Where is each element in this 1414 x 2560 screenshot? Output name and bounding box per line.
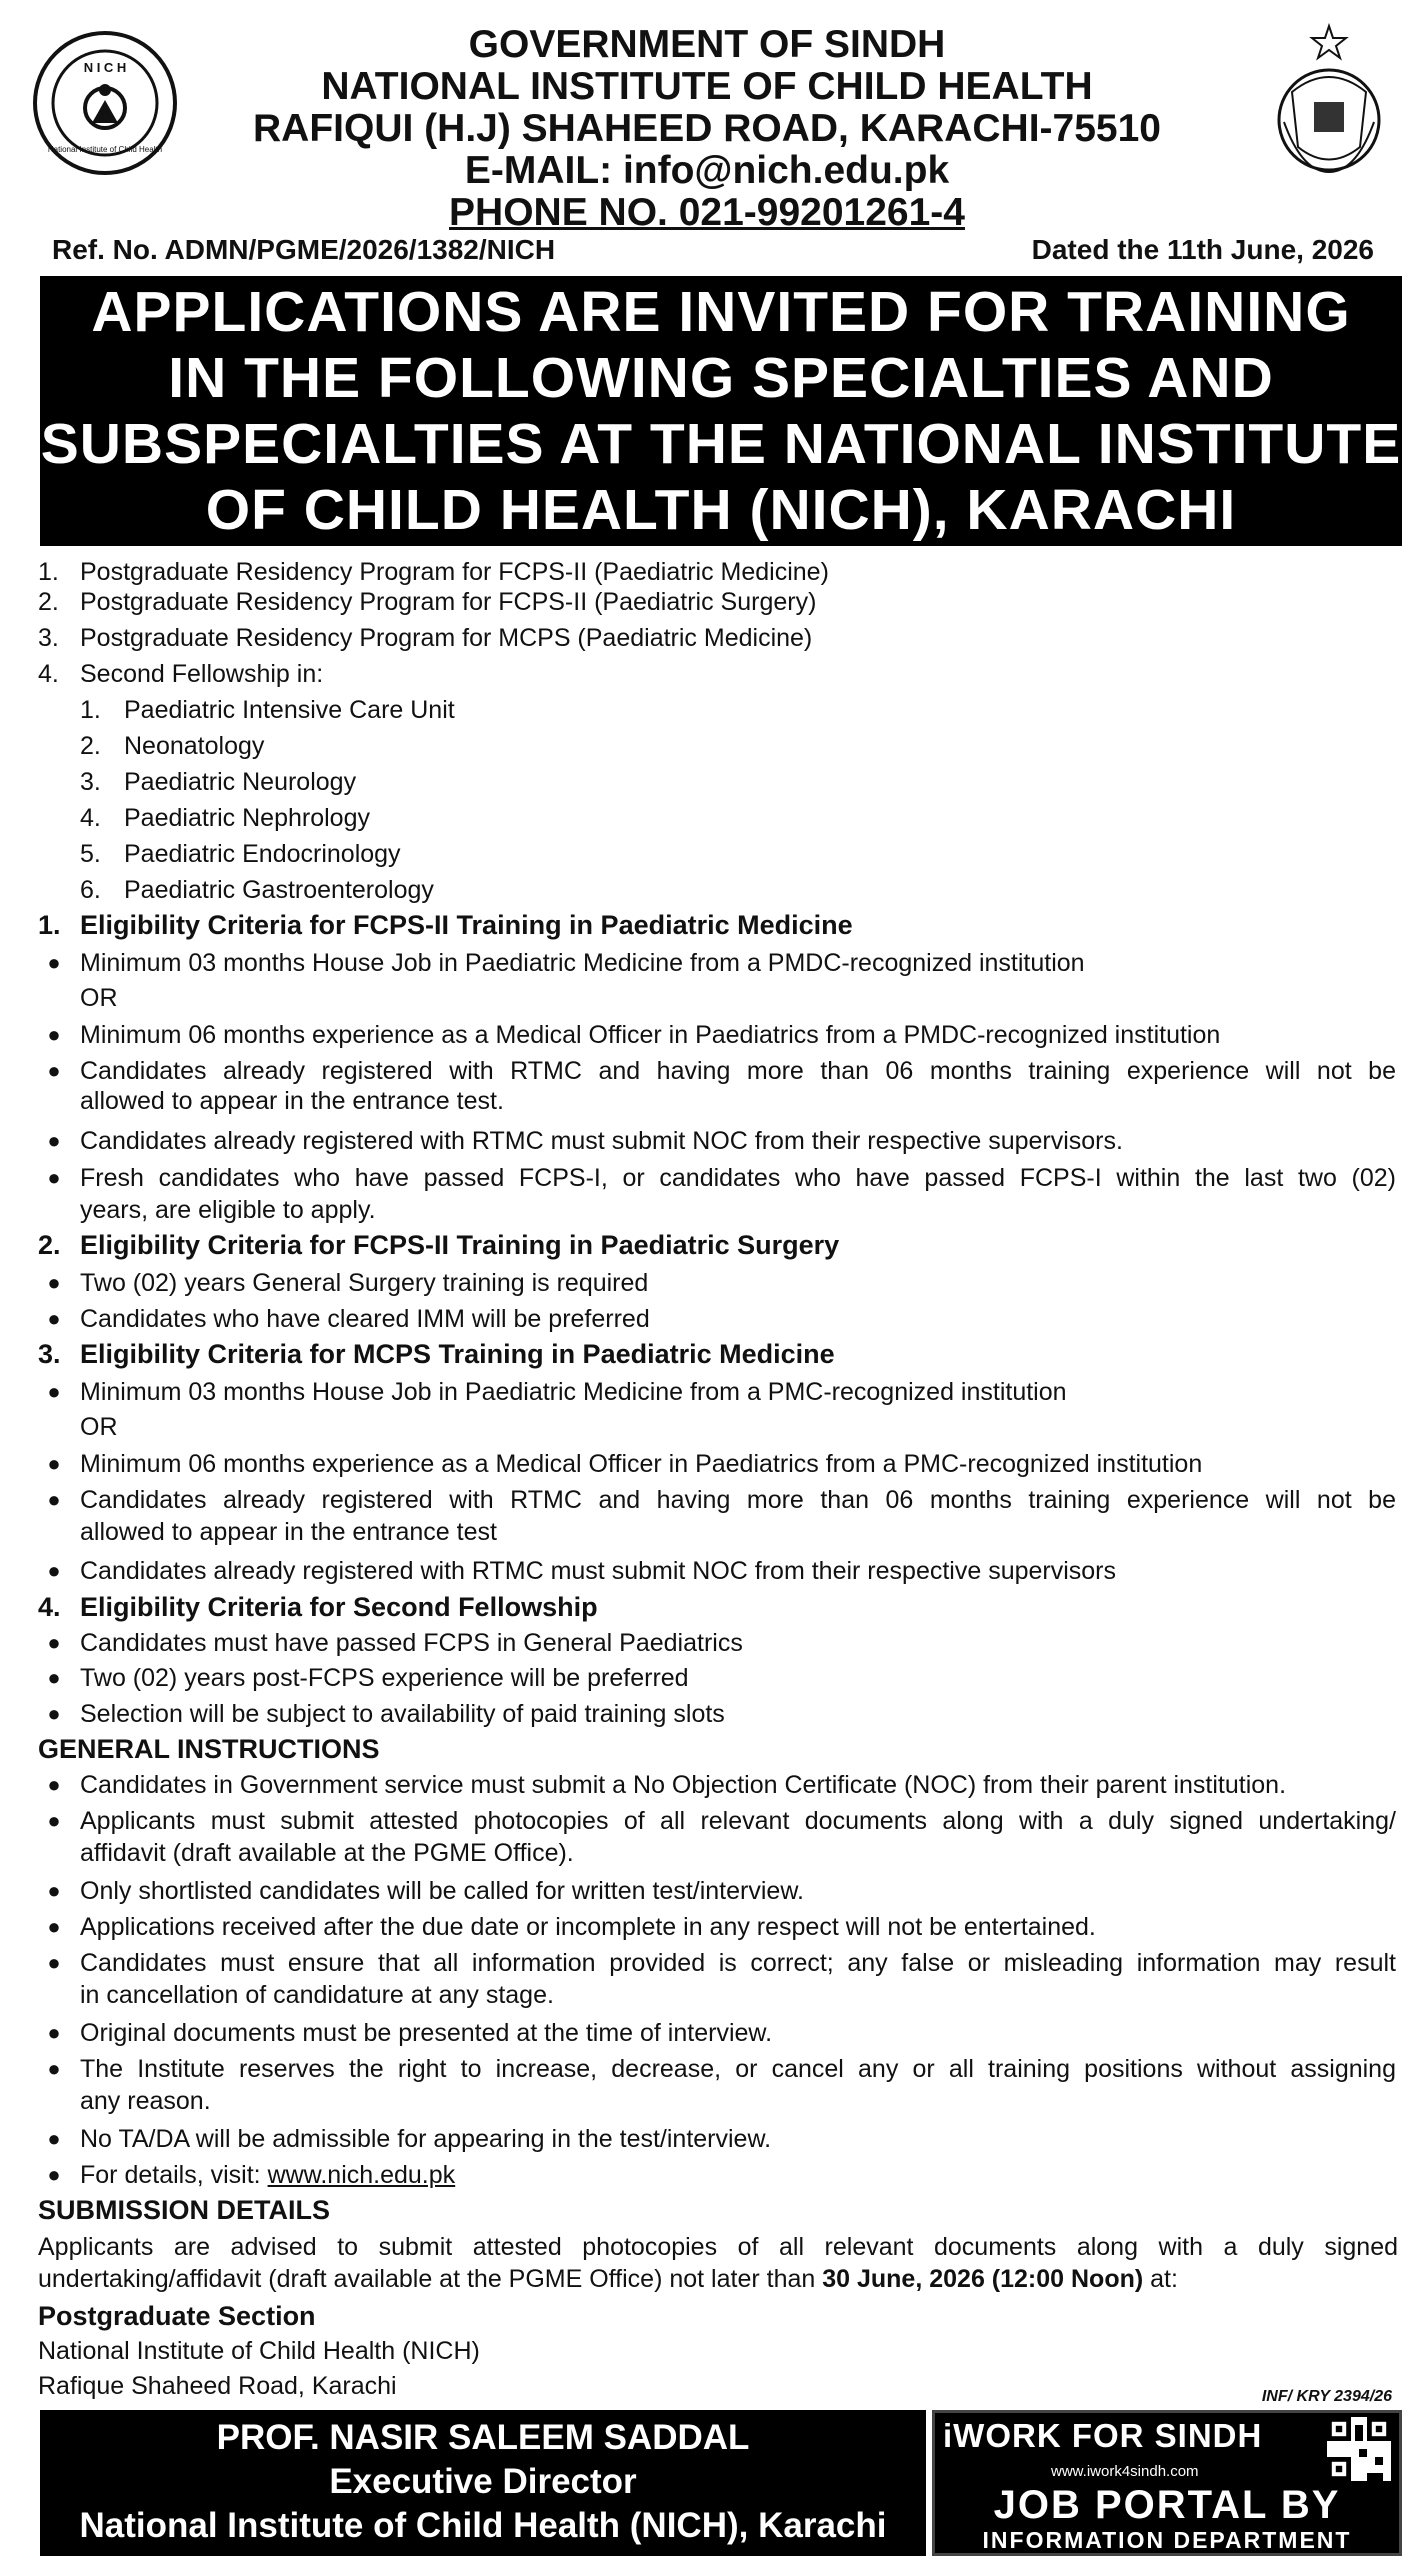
submission-deadline: 30 June, 2026 (12:00 Noon) [822, 2265, 1144, 2293]
headline-banner [40, 276, 1402, 546]
header-institute: NATIONAL INSTITUTE OF CHILD HEALTH [321, 65, 1093, 108]
bullet-icon: ● [47, 1665, 61, 1690]
portal-title: JOB PORTAL BY [993, 2483, 1341, 2527]
reference-line [40, 232, 1386, 272]
submission-paragraph-line2: undertaking/affidavit (draft available at the PGME Office) not later than 30 June, 2026 (12:00 Noon) at: [38, 2265, 1178, 2293]
logo-ring-text: National Institute of Child Health [47, 145, 163, 154]
letterhead [0, 0, 1414, 234]
bullet-icon: ● [47, 1451, 61, 1476]
banner-line-1: APPLICATIONS ARE INVITED FOR TRAINING [91, 280, 1351, 344]
bullet-icon: ● [47, 2162, 61, 2187]
bullet-icon: ● [47, 1270, 61, 1295]
bullet-icon: ● [47, 1914, 61, 1939]
signatory-block [40, 2410, 926, 2556]
reference-date: Dated the 11th June, 2026 [1031, 234, 1374, 265]
inf-code: INF/ KRY 2394/26 [1261, 2388, 1392, 2405]
bullet-icon: ● [47, 1379, 61, 1404]
bullet-icon: ● [47, 1878, 61, 1903]
sindh-government-emblem [1262, 22, 1397, 182]
header-phone: PHONE NO. 021-99201261-4 [449, 191, 965, 234]
bullet-icon: ● [47, 1808, 61, 1833]
portal-department: INFORMATION DEPARTMENT [982, 2527, 1352, 2553]
address-line-1: National Institute of Child Health (NICH) [38, 2337, 480, 2365]
bullet-icon: ● [47, 1058, 61, 1083]
header-address: RAFIQUI (H.J) SHAHEED ROAD, KARACHI-75510 [253, 107, 1161, 150]
website-link[interactable]: www.nich.edu.pk [267, 2161, 456, 2189]
signatory-institute: National Institute of Child Health (NICH), Karachi [79, 2506, 887, 2545]
header-government: GOVERNMENT OF SINDH [468, 23, 946, 66]
bullet-icon: ● [47, 2056, 61, 2081]
details-prefix: For details, visit: [80, 2161, 268, 2189]
bullet-icon: ● [47, 2126, 61, 2151]
advertisement-page: N I C H National Institute of Child Health GOVERNMENT OF SINDH NATIONAL INSTITUTE OF CHILD HEALTH RAFIQUI (H.J) SHAHEED ROAD, KARACHI-75510 E-MAIL: info@nich.edu.pk PHONE NO. 021-99201261-4 Ref. No. ADMN/PGME/2026/1382/NICH Dated the 11th June, 2026 APPLICATIONS ARE INVITED FOR TRAINING IN THE FOLLOWING SPECIALTIES AND SUBSPECIALTIES AT THE NATIONAL INSTITUTE OF CHILD HEALTH (NICH), KARACHI 1. Postgraduate Residency Program for FCPS-II (Paediatric Medicine) 2. Postgraduate Residency Program for FCPS-II (Paediatric Surgery) 3. Postgraduate Residency Program for MCPS (Paediatric Medicine) 4. Second Fellowship in: 1. Paediatric Intensive Care Unit 2. Neonatology 3. Paediatric Neurology 4. Paediatric Nephrology 5. Paediatric Endocrinology 6. Paediatric Gastroenterology 1. Eligibility Criteria for FCPS-II Training in Paediatric Medicine ● Minimum 03 months House Job in Paediatric Medicine from a PMDC-recognized institution OR ● Minimum 06 months experience as a Medical Officer in Paediatrics from a PMDC-recognized institution ● Candidates already registered with RTMC and having more than 06 months training experience will not be allowed to appear in the entrance test. ● Candidates already registered with RTMC must submit NOC from their respective supervisors. ● Fresh candidates who have passed FCPS-I, or candidates who have passed FCPS-I within the last two (02) years, are eligible to apply. 2. Eligibility Criteria for FCPS-II Training in Paediatric Surgery ● Two (02) years General Surgery training is required ● Candidates who have cleared IMM will be preferred 3. Eligibility Criteria for MCPS Training in Paediatric Medicine ● Minimum 03 months House Job in Paediatric Medicine from a PMC-recognized institution OR ● Minimum 06 months experience as a Medical Officer in Paediatrics from a PMC-recognized institution ● Candidates already registered with RTMC and having more than 06 months training experience will not be allowed to appear in the entrance test ● Candidates already registered with RTMC must submit NOC from their respective supervisors 4. Eligibility Criteria for Second Fellowship ● Candidates must have passed FCPS in General Paediatrics ● Two (02) years post-FCPS experience will be preferred ● Selection will be subject to availability of paid training slots GENERAL INSTRUCTIONS ● Candidates in Government service must submit a No Objection Certificate (NOC) from their parent institution. ● Applicants must submit attested photocopies of all relevant documents along with a duly signed undertaking/ affidavit (draft available at the PGME Office). ● Only shortlisted candidates will be called for written test/interview. ● Applications received after the due date or incomplete in any respect will not be entertained. ● Candidates must ensure that all information provided is correct; any false or misleading information may result in cancellation of candidature at any stage. ● Original documents must be presented at the time of interview. ● The Institute reserves the right to increase, decrease, or cancel any or all training positions without assigning any reason. ● No TA/DA will be admissible for appearing in the test/interview. ● For details, visit: www.nich.edu.pk SUBMISSION DETAILS Applicants are advised to submit attested photocopies of all relevant documents along with a duly signed undertaking/affidavit (draft available at the PGME Office) not later than 30 June, 2026 (12:00 Noon) at: Postgraduate Section National Institute of Child Health (NICH) Rafique Shaheed Road, Karachi INF/ KRY 2394/26 PROF. NASIR SALEEM SADDAL Executive Director National Institute of Child Health (NICH), Karachi iWORK FOR SINDH www.iwork4sindh.com JOB PORTAL BY INFORMATION DEPARTMENT [0, 0, 1414, 2560]
signatory-designation: Executive Director [329, 2462, 637, 2501]
submission-paragraph-line1: Applicants are advised to submit attested photocopies of all relevant documents along with a duly signed [38, 2233, 1398, 2261]
bullet-icon: ● [47, 1487, 61, 1512]
bullet-icon: ● [47, 1165, 61, 1190]
reference-number: Ref. No. ADMN/PGME/2026/1382/NICH [52, 234, 556, 265]
bullet-icon: ● [47, 1558, 61, 1583]
qr-code-icon [1327, 2417, 1391, 2481]
bullet-icon: ● [47, 1701, 61, 1726]
bullet-icon: ● [47, 1630, 61, 1655]
header-email: E-MAIL: info@nich.edu.pk [464, 149, 950, 192]
banner-line-4: OF CHILD HEALTH (NICH), KARACHI [205, 478, 1237, 542]
job-portal-badge [932, 2410, 1402, 2556]
signatory-name: PROF. NASIR SALEEM SADDAL [216, 2418, 750, 2457]
logo-acronym: N I C H [83, 60, 127, 75]
nich-logo [30, 28, 180, 178]
portal-brand: iWORK FOR SINDH [943, 2417, 1263, 2454]
portal-url: www.iwork4sindh.com [1051, 2463, 1199, 2480]
banner-line-2: IN THE FOLLOWING SPECIALTIES AND [168, 346, 1274, 410]
bullet-icon: ● [47, 1950, 61, 1975]
general-instructions-title: GENERAL INSTRUCTIONS [38, 1734, 380, 1764]
address-line-2: Rafique Shaheed Road, Karachi [38, 2372, 397, 2400]
postgraduate-section-title: Postgraduate Section [38, 2301, 316, 2331]
bullet-icon: ● [47, 1128, 61, 1153]
submission-details-title: SUBMISSION DETAILS [38, 2195, 331, 2225]
bullet-icon: ● [47, 2020, 61, 2045]
bullet-icon: ● [47, 950, 61, 975]
banner-line-3: SUBSPECIALTIES AT THE NATIONAL INSTITUTE [40, 412, 1402, 476]
bullet-icon: ● [47, 1306, 61, 1331]
bullet-icon: ● [47, 1772, 61, 1797]
bullet-icon: ● [47, 1022, 61, 1047]
